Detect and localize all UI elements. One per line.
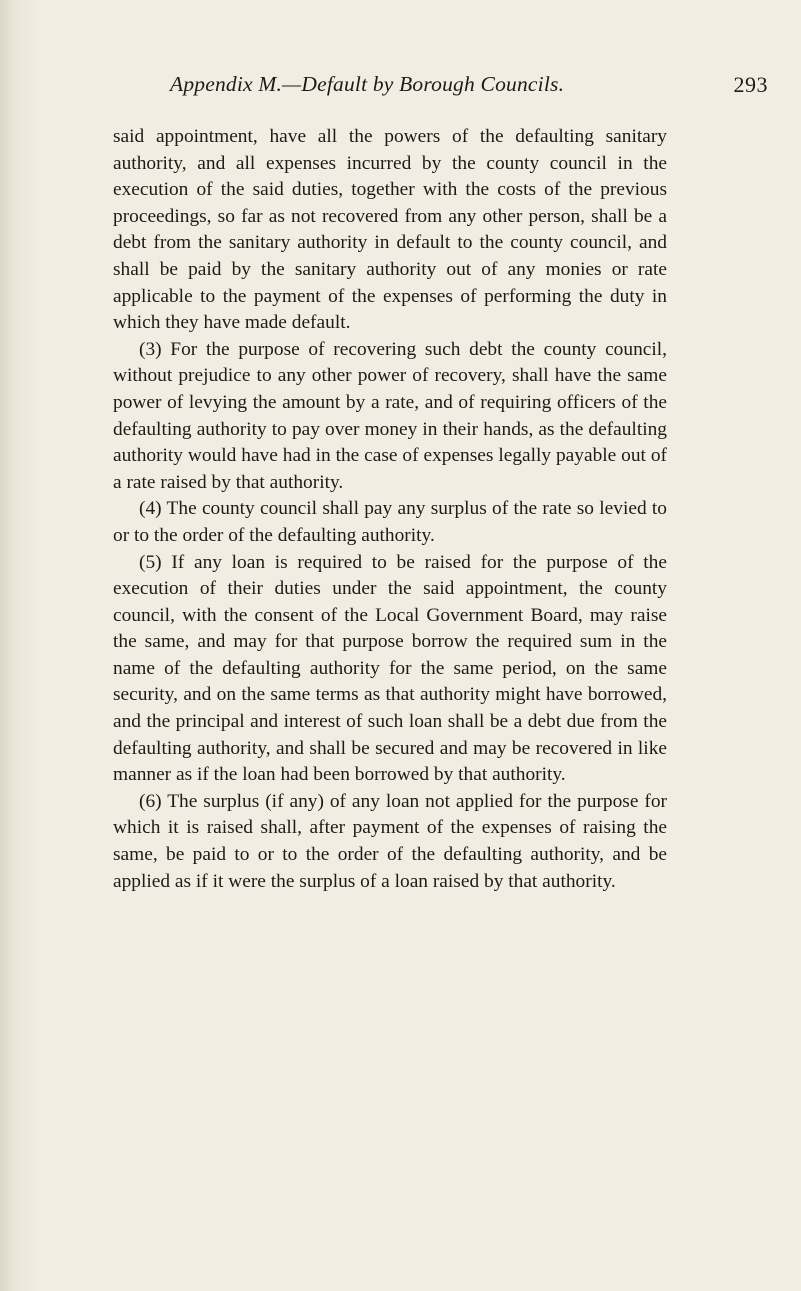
paragraph-subsection-6: (6) The surplus (if any) of any loan not applied for the purpose for which it is raised shall, after payment of the expenses of raising the same, be paid to or to the order of the defaulting authority, and be applied as if it were the surplus of a loan raised by that authority. [113, 790, 667, 892]
page-number: 293 [733, 72, 768, 97]
running-title: Appendix M.—Default by Borough Councils. [170, 72, 565, 96]
paragraph-subsection-5: (5) If any loan is required to be raised for the purpose of the execution of their duties under the said appointment, the county council, with the consent of the Local Government Board, may raise the same, and may for that purpose borrow the required sum in the name of the defaulting authority for the same period, on the same security, and on the same terms as that authority might have borrowed, and the principal and interest of such loan shall be a debt due from the defaulting authority, and shall be secured and may be recovered in like manner as if the loan had been borrowed by that authority. [113, 551, 667, 786]
paragraph-continuation: said appointment, have all the powers of the defaulting sanitary authority, and all expenses incurred by the county council in the execution of the said duties, together with the costs of the previous proceedings, so far as not recovered from any other person, shall be a debt from the sanitary authority in default to the county council, and shall be paid by the sanitary authority out of any monies or rate applicable to the payment of the expenses of performing the duty in which they have made default. [113, 126, 667, 334]
body-text [113, 124, 667, 895]
paragraph-subsection-4: (4) The county council shall pay any surplus of the rate so levied to or to the order of the defaulting authority. [113, 498, 667, 546]
paragraph-subsection-3: (3) For the purpose of recovering such debt the county council, without prejudice to any other power of recovery, shall have the same power of levying the amount by a rate, and of requiring officers of the defaulting authority to pay over money in their hands, as the defaulting authority would have had in the case of expenses legally payable out of a rate raised by that authority. [113, 338, 667, 493]
running-head [108, 72, 768, 106]
